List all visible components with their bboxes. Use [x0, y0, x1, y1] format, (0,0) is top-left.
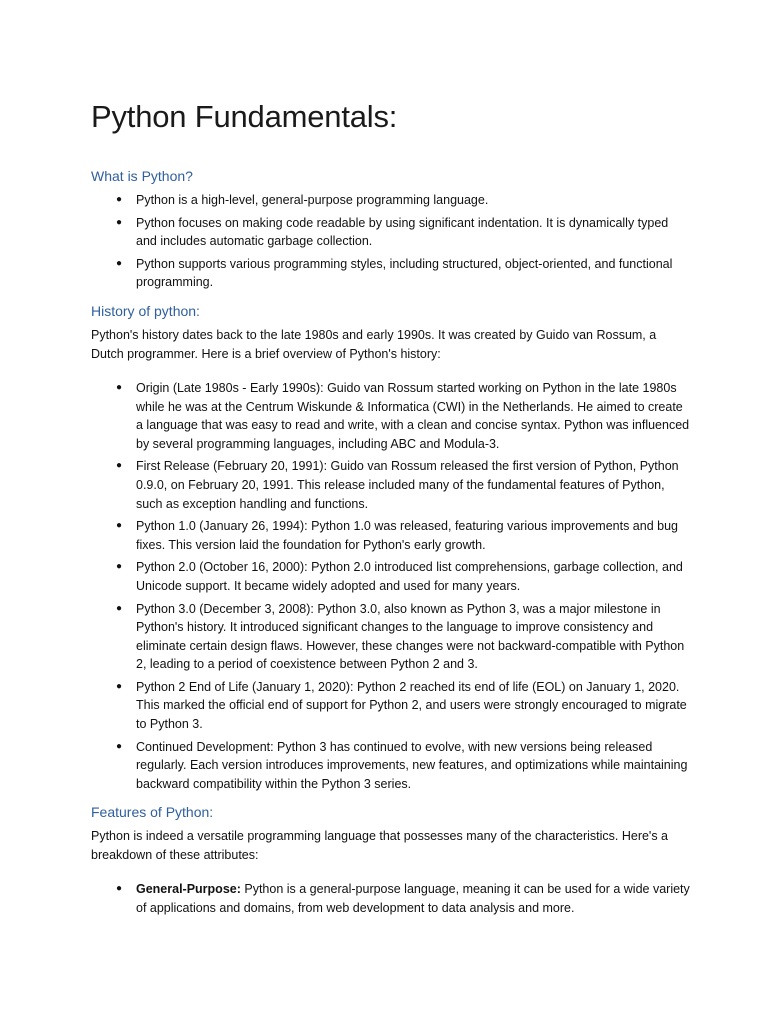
bullet-icon: ● [116, 740, 123, 752]
list-item: ● Python 3.0 (December 3, 2008): Python 3.0, also known as Python 3, was a major milestone in Python's history. It introduced significant changes to the language to improve consistency and eliminate certain design flaws. However, these changes were not backward-compatible with Python 2, leading to a period of coexistence between Python 2 and 3. [116, 601, 685, 672]
history-list [91, 379, 691, 793]
list-item: ● Continued Development: Python 3 has continued to evolve, with new versions being released regularly. Each version introduces improvements, new features, and optimizations while maintaining backward compatibility within the Python 3 series. [116, 739, 688, 791]
bullet-icon: ● [116, 883, 123, 895]
list-item [91, 880, 691, 917]
bullet-icon: ● [116, 257, 123, 269]
section-heading-history: History of python: [91, 302, 200, 319]
bullet-icon: ● [116, 216, 123, 228]
document-content [91, 97, 691, 922]
list-item: ● Python is a high-level, general-purpose programming language. [91, 191, 691, 210]
feature-label: General-Purpose: [136, 882, 241, 897]
bullet-icon: ● [116, 194, 123, 205]
bullet-icon: ● [116, 561, 123, 573]
section-heading-what-is-python: What is Python? [91, 168, 193, 184]
features-intro: Python is indeed a versatile programming language that possesses many of the characteristics. Here's a breakdown of these attributes: [91, 829, 668, 863]
history-intro: Python's history dates back to the late 1980s and early 1990s. It was created by Guido van Rossum, a Dutch programmer. Here is a brief overview of Python's history: [91, 327, 657, 361]
bullet-icon: ● [116, 460, 123, 472]
feature-text: Python is a general-purpose language, meaning it can be used for a wide variety of applications and domains, from web development to data analysis and more. [136, 882, 690, 916]
features-list [91, 880, 691, 917]
list-item: ● Origin (Late 1980s - Early 1990s): Guido van Rossum started working on Python in the late 1980s while he was at the Centrum Wiskunde & Informatica (CWI) in the Netherlands. He aimed to create a language that was easy to read and write, with a clean and concise syntax. Python was influenced by several programming languages, including ABC and Modula-3. [116, 380, 690, 451]
list-item: ● Python focuses on making code readable by using significant indentation. It is dynamically typed and includes automatic garbage collection. [116, 215, 669, 249]
bullet-icon: ● [116, 680, 123, 692]
what-is-python-list [91, 191, 691, 292]
list-item: ● First Release (February 20, 1991): Guido van Rossum released the first version of Python, Python 0.9.0, on February 20, 1991. This release included many of the fundamental features of Python, such as exception handling and functions. [116, 459, 679, 511]
list-item: ● Python 1.0 (January 26, 1994): Python 1.0 was released, featuring various improvements and bug fixes. This version laid the foundation for Python's early growth. [116, 519, 678, 552]
document-title: Python Fundamentals: [91, 99, 398, 134]
bullet-icon: ● [116, 602, 123, 614]
section-heading-features: Features of Python: [91, 804, 214, 821]
list-item: ● Python supports various programming styles, including structured, object-oriented, and functional programming. [116, 256, 673, 290]
bullet-icon: ● [116, 381, 123, 393]
bullet-icon: ● [116, 520, 123, 532]
list-item: ● Python 2 End of Life (January 1, 2020): Python 2 reached its end of life (EOL) on January 1, 2020. This marked the official end of support for Python 2, and users were strongly encouraged to migrate to Python 3. [116, 679, 687, 732]
list-item: ● Python 2.0 (October 16, 2000): Python 2.0 introduced list comprehensions, garbage collection, and Unicode support. It became widely adopted and used for many years. [116, 560, 683, 593]
